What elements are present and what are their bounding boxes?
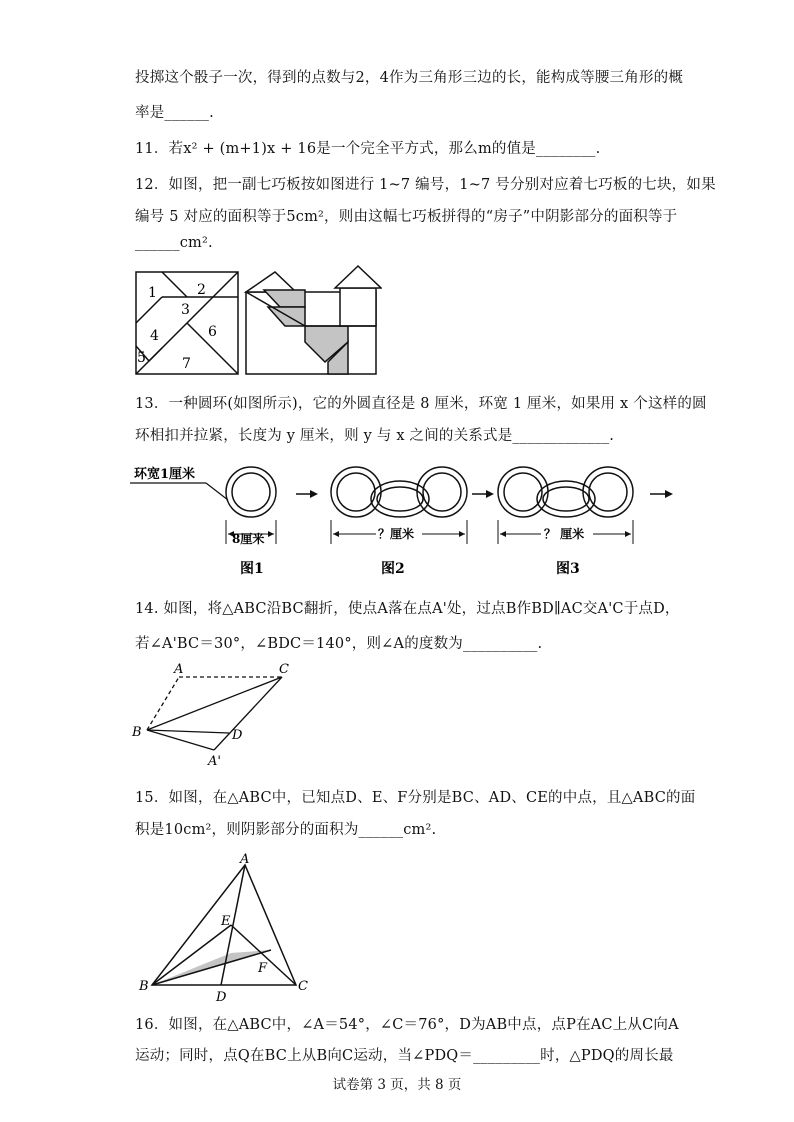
q13-line-2: 环相扣并拉紧，长度为 y 厘米，则 y 与 x 之间的关系式是_____________. bbox=[135, 428, 615, 444]
tri-label-F: F bbox=[258, 961, 268, 976]
ring-fig2 bbox=[331, 467, 467, 517]
fold-label-B: B bbox=[132, 725, 142, 740]
fold-triangle-figure bbox=[128, 660, 298, 770]
fig-caption-3: 图3 bbox=[556, 561, 580, 577]
q16-line-2: 运动；同时，点Q在BC上从B向C运动，当∠PDQ＝_________时，△PDQ的周长最 bbox=[135, 1048, 674, 1064]
tangram-label-1: 1 bbox=[148, 285, 157, 301]
tangram-label-2: 2 bbox=[197, 282, 206, 298]
q12-line-3: ______cm². bbox=[135, 235, 213, 251]
fig-caption-2: 图2 bbox=[381, 561, 405, 577]
ring-fig1 bbox=[226, 467, 276, 517]
tangram-label-7: 7 bbox=[182, 356, 191, 372]
tangram-label-4: 4 bbox=[150, 328, 159, 344]
q10-line-2: 率是______. bbox=[135, 105, 214, 121]
ring-width-label: 环宽1厘米 bbox=[134, 467, 196, 482]
midpoint-triangle-figure bbox=[134, 853, 314, 1001]
q14-line-2: 若∠A'BC＝30°，∠BDC＝140°，则∠A的度数为__________. bbox=[135, 636, 543, 652]
q14-line-1: 14. 如图，将△ABC沿BC翻折，使点A落在点A'处，过点B作BD∥AC交A'C于点D， bbox=[135, 601, 680, 617]
page-footer: 试卷第 3 页，共 8 页 bbox=[332, 1077, 462, 1093]
fold-label-A: A bbox=[174, 662, 184, 677]
fig-caption-1: 图1 bbox=[240, 561, 264, 577]
tangram-house bbox=[246, 266, 381, 374]
q11-line-1: 11．若x² + (m+1)x + 16是一个完全平方式，那么m的值是________. bbox=[135, 141, 601, 157]
q10-line-1: 投掷这个骰子一次，得到的点数与2，4作为三角形三边的长，能构成等腰三角形的概 bbox=[135, 70, 684, 86]
tangram-figure bbox=[130, 262, 382, 382]
tri-label-D: D bbox=[216, 990, 227, 1001]
q13-line-1: 13．一种圆环(如图所示)，它的外圆直径是 8 厘米，环宽 1 厘米，如果用 x 个这样的圆 bbox=[135, 396, 707, 412]
ring-fig3 bbox=[498, 467, 633, 517]
tangram-label-3: 3 bbox=[181, 302, 190, 318]
ring-dim-1: 8厘米 bbox=[232, 532, 265, 546]
tri-label-B: B bbox=[139, 979, 149, 994]
q15-line-2: 积是10cm²，则阴影部分的面积为______cm². bbox=[135, 822, 437, 838]
tangram-label-6: 6 bbox=[208, 324, 217, 340]
fold-label-A-prime: A' bbox=[208, 754, 221, 769]
q16-line-1: 16．如图，在△ABC中，∠A＝54°，∠C＝76°，D为AB中点，点P在AC上从C向A bbox=[135, 1017, 679, 1033]
q12-line-1: 12．如图，把一副七巧板按如图进行 1~7 编号，1~7 号分别对应着七巧板的七块，如果 bbox=[135, 177, 716, 193]
q12-line-2: 编号 5 对应的面积等于5cm²，则由这幅七巧板拼得的“房子”中阴影部分的面积等于 bbox=[135, 209, 678, 225]
ring-dim-3: ？ 厘米 bbox=[544, 527, 585, 541]
tri-label-E: E bbox=[221, 914, 231, 929]
ring-dim-2: ？厘米 bbox=[378, 527, 415, 541]
tri-label-A: A bbox=[240, 853, 250, 867]
q15-line-1: 15．如图，在△ABC中，已知点D、E、F分别是BC、AD、CE的中点，且△ABC的面 bbox=[135, 790, 696, 806]
ring-chain-figure bbox=[128, 452, 682, 582]
tri-label-C: C bbox=[298, 979, 308, 994]
fold-label-C: C bbox=[279, 662, 289, 677]
fold-label-D: D bbox=[232, 728, 243, 743]
tangram-label-5: 5 bbox=[137, 350, 146, 366]
